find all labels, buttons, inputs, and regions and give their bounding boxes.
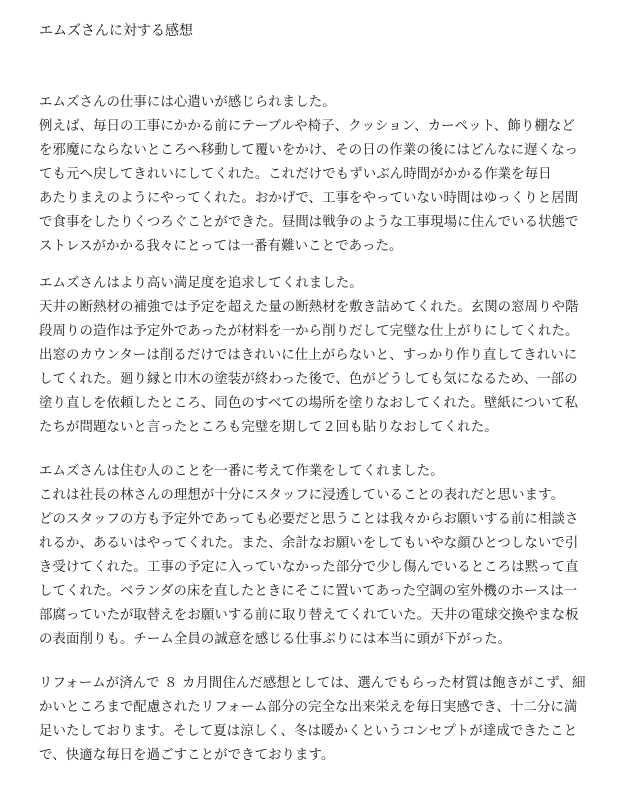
section-heading: エムズさんの仕事には心遣いが感じられました。: [39, 95, 336, 110]
section-residents-first: [39, 460, 594, 652]
paragraph-line: たちが問題ないと言ったところも完璧を期して２回も貼りなおしてくれた。: [39, 420, 498, 435]
section-conclusion: [39, 672, 594, 768]
paragraph-line: で食事をしたりくつろぐことができた。昼間は戦争のような工事現場に住んでいる状態で: [39, 215, 579, 230]
paragraph-line: してくれた。廻り縁と巾木の塗装が終わった後で、色がどうしても気になるため、一部の: [39, 372, 578, 387]
paragraph-line: リフォームが済んで ８ カ月間住んだ感想としては、選んでもらった材質は飽きがこず、細: [39, 676, 586, 691]
paragraph-line: 塗り直しを依頼したところ、同色のすべての場所を塗りなおしてくれた。壁紙について私: [39, 396, 579, 411]
paragraph-line: 例えば、毎日の工事にかかる前にテーブルや椅子、クッション、カーペット、飾り棚など: [39, 119, 575, 134]
document-title: エムズさんに対する感想: [39, 23, 193, 39]
section-thoughtfulness: [39, 91, 594, 259]
paragraph-line: き受けてくれた。工事の予定に入っていなかった部分で少し傷んでいるところは黙って直: [39, 560, 579, 575]
paragraph-line: 部腐っていたが取替えをお願いする前に取り替えてくれていた。天井の電球交換やまな板: [39, 608, 579, 623]
paragraph-line: かいところまで配慮されたリフォーム部分の完全な出来栄えを毎日実感でき、十二分に満: [39, 700, 578, 715]
paragraph-line: ても元へ戻してきれいにしてくれた。これだけでもずいぶん時間がかかる作業を毎日: [39, 167, 552, 182]
paragraph-line: どのスタッフの方も予定外であっても必要だと思うことは我々からお願いする前に相談さ: [39, 512, 579, 527]
section-satisfaction: [39, 272, 594, 440]
paragraph-line: してくれた。ベランダの床を直したときにそこに置いてあった空調の室外機のホースは一: [39, 584, 578, 599]
paragraph-line: これは社長の林さんの理想が十分にスタッフに浸透していることの表れだと思います。: [39, 488, 565, 503]
paragraph-line: 天井の断熱材の補強では予定を超えた量の断熱材を敷き詰めてくれた。玄関の窓周りや階: [39, 300, 579, 315]
paragraph-line: 足いたしております。そして夏は涼しく、冬は暖かくというコンセプトが達成できたこと: [39, 724, 578, 739]
paragraph-line: れるか、あるいはやってくれた。また、余計なお願いをしてもいやな顔ひとつしないで引: [39, 536, 579, 551]
section-heading: エムズさんはより高い満足度を追求してくれました。: [39, 276, 363, 291]
paragraph-line: 段周りの造作は予定外であったが材料を一から削りだして完璧な仕上がりにしてくれた。: [39, 324, 579, 339]
paragraph-line: あたりまえのようにやってくれた。おかげで、工事をやっていない時間はゆっくりと居間: [39, 191, 579, 206]
section-heading: エムズさんは住む人のことを一番に考えて作業をしてくれました。: [39, 464, 444, 479]
paragraph-line: 出窓のカウンターは削るだけではきれいに仕上がらないと、すっかり作り直してきれいに: [39, 348, 578, 363]
paragraph-line: を邪魔にならないところへ移動して覆いをかけ、その日の作業の後にはどんなに遅くなっ: [39, 143, 579, 158]
paragraph-line: で、快適な毎日を過ごすことができております。: [39, 748, 335, 763]
paragraph-line: ストレスがかかる我々にとっては一番有難いことであった。: [39, 239, 403, 254]
paragraph-line: の表面削りも。チーム全員の誠意を感じる仕事ぶりには本当に頭が下がった。: [39, 632, 512, 647]
